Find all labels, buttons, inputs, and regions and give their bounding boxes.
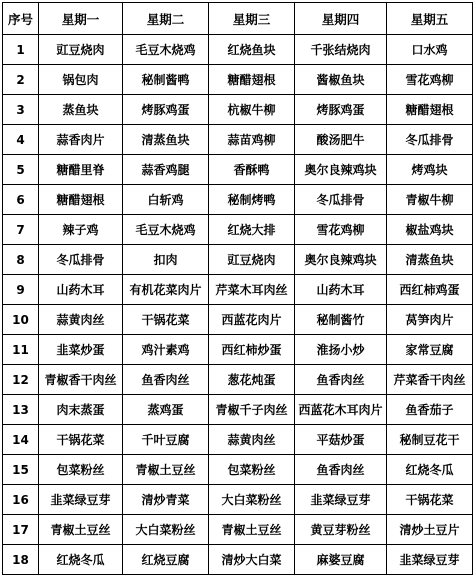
header-monday: 星期一 [39,3,123,35]
cell-thursday: 鱼香肉丝 [295,365,387,395]
cell-tuesday: 大白菜粉丝 [123,515,209,545]
cell-monday: 干锅花菜 [39,425,123,455]
cell-friday: 韭菜绿豆芽 [387,545,473,575]
table-row [3,395,473,425]
cell-index: 7 [3,215,39,245]
cell-thursday: 麻婆豆腐 [295,545,387,575]
table-row [3,455,473,485]
cell-tuesday: 毛豆木烧鸡 [123,35,209,65]
cell-friday: 芹菜香干肉丝 [387,365,473,395]
header-index: 序号 [3,3,39,35]
cell-monday: 糖醋翅根 [39,185,123,215]
cell-friday: 清炒土豆片 [387,515,473,545]
cell-wednesday: 蒜苗鸡柳 [209,125,295,155]
cell-index: 1 [3,35,39,65]
cell-index: 14 [3,425,39,455]
cell-tuesday: 白斩鸡 [123,185,209,215]
cell-monday: 蒜黄肉丝 [39,305,123,335]
table-row [3,425,473,455]
header-wednesday: 星期三 [209,3,295,35]
cell-index: 5 [3,155,39,185]
table-row [3,215,473,245]
cell-friday: 秘制豆花干 [387,425,473,455]
cell-wednesday: 清炒大白菜 [209,545,295,575]
cell-wednesday: 豇豆烧肉 [209,245,295,275]
cell-monday: 肉末蒸蛋 [39,395,123,425]
cell-tuesday: 千叶豆腐 [123,425,209,455]
cell-friday: 雪花鸡柳 [387,65,473,95]
table-row [3,515,473,545]
cell-monday: 韭菜绿豆芽 [39,485,123,515]
table-header [3,3,473,35]
table-row [3,335,473,365]
cell-monday: 红烧冬瓜 [39,545,123,575]
cell-thursday: 烤豚鸡蛋 [295,95,387,125]
cell-friday: 干锅花菜 [387,485,473,515]
cell-wednesday: 葱花炖蛋 [209,365,295,395]
cell-tuesday: 清蒸鱼块 [123,125,209,155]
cell-friday: 清蒸鱼块 [387,245,473,275]
header-row [3,3,473,35]
cell-thursday: 平菇炒蛋 [295,425,387,455]
cell-friday: 口水鸡 [387,35,473,65]
cell-thursday: 鱼香肉丝 [295,455,387,485]
cell-tuesday: 有机花菜肉片 [123,275,209,305]
table-row [3,485,473,515]
cell-monday: 韭菜炒蛋 [39,335,123,365]
cell-friday: 莴笋肉片 [387,305,473,335]
cell-index: 8 [3,245,39,275]
cell-monday: 蒸鱼块 [39,95,123,125]
cell-index: 17 [3,515,39,545]
cell-index: 6 [3,185,39,215]
cell-thursday: 雪花鸡柳 [295,215,387,245]
cell-friday: 冬瓜排骨 [387,125,473,155]
cell-wednesday: 红烧鱼块 [209,35,295,65]
cell-friday: 青椒牛柳 [387,185,473,215]
cell-monday: 冬瓜排骨 [39,245,123,275]
cell-wednesday: 芹菜木耳肉丝 [209,275,295,305]
weekly-menu-table [2,2,473,575]
table-row [3,245,473,275]
cell-index: 2 [3,65,39,95]
cell-index: 16 [3,485,39,515]
cell-monday: 包菜粉丝 [39,455,123,485]
cell-thursday: 黄豆芽粉丝 [295,515,387,545]
cell-thursday: 山药木耳 [295,275,387,305]
cell-friday: 西红柿鸡蛋 [387,275,473,305]
cell-monday: 糖醋里脊 [39,155,123,185]
cell-wednesday: 青椒千子肉丝 [209,395,295,425]
table-row [3,365,473,395]
cell-tuesday: 毛豆木烧鸡 [123,215,209,245]
table-row [3,65,473,95]
cell-index: 18 [3,545,39,575]
cell-wednesday: 西红柿炒蛋 [209,335,295,365]
cell-thursday: 西蓝花木耳肉片 [295,395,387,425]
cell-monday: 蒜香肉片 [39,125,123,155]
cell-thursday: 奥尔良辣鸡块 [295,245,387,275]
table-row [3,95,473,125]
cell-wednesday: 秘制烤鸭 [209,185,295,215]
cell-tuesday: 鸡汁素鸡 [123,335,209,365]
cell-thursday: 韭菜绿豆芽 [295,485,387,515]
table-row [3,125,473,155]
cell-wednesday: 糖醋翅根 [209,65,295,95]
cell-wednesday: 香酥鸭 [209,155,295,185]
cell-thursday: 千张结烧肉 [295,35,387,65]
cell-tuesday: 秘制酱鸭 [123,65,209,95]
header-thursday: 星期四 [295,3,387,35]
cell-monday: 山药木耳 [39,275,123,305]
header-tuesday: 星期二 [123,3,209,35]
table-body [3,35,473,575]
cell-thursday: 冬瓜排骨 [295,185,387,215]
cell-tuesday: 清炒青菜 [123,485,209,515]
cell-tuesday: 鱼香肉丝 [123,365,209,395]
table-row [3,35,473,65]
cell-monday: 锅包肉 [39,65,123,95]
cell-friday: 烤鸡块 [387,155,473,185]
cell-thursday: 淮扬小炒 [295,335,387,365]
cell-monday: 青椒土豆丝 [39,515,123,545]
cell-index: 10 [3,305,39,335]
cell-friday: 红烧冬瓜 [387,455,473,485]
cell-friday: 鱼香茄子 [387,395,473,425]
cell-tuesday: 干锅花菜 [123,305,209,335]
cell-wednesday: 红烧大排 [209,215,295,245]
cell-tuesday: 蒸鸡蛋 [123,395,209,425]
cell-wednesday: 青椒土豆丝 [209,515,295,545]
table-row [3,185,473,215]
cell-thursday: 秘制酱竹 [295,305,387,335]
cell-monday: 青椒香干肉丝 [39,365,123,395]
cell-index: 11 [3,335,39,365]
cell-tuesday: 扣肉 [123,245,209,275]
cell-wednesday: 包菜粉丝 [209,455,295,485]
cell-tuesday: 烤豚鸡蛋 [123,95,209,125]
table-row [3,305,473,335]
table-row [3,275,473,305]
cell-friday: 家常豆腐 [387,335,473,365]
cell-thursday: 奥尔良辣鸡块 [295,155,387,185]
cell-index: 13 [3,395,39,425]
cell-wednesday: 蒜黄肉丝 [209,425,295,455]
cell-thursday: 酱椒鱼块 [295,65,387,95]
header-friday: 星期五 [387,3,473,35]
cell-tuesday: 红烧豆腐 [123,545,209,575]
cell-tuesday: 青椒土豆丝 [123,455,209,485]
cell-index: 3 [3,95,39,125]
cell-wednesday: 大白菜粉丝 [209,485,295,515]
cell-index: 12 [3,365,39,395]
table-row [3,155,473,185]
cell-index: 4 [3,125,39,155]
cell-friday: 糖醋翅根 [387,95,473,125]
cell-tuesday: 蒜香鸡腿 [123,155,209,185]
table-row [3,545,473,575]
cell-wednesday: 西蓝花肉片 [209,305,295,335]
cell-index: 9 [3,275,39,305]
cell-friday: 椒盐鸡块 [387,215,473,245]
cell-monday: 豇豆烧肉 [39,35,123,65]
cell-monday: 辣子鸡 [39,215,123,245]
cell-index: 15 [3,455,39,485]
cell-wednesday: 杭椒牛柳 [209,95,295,125]
cell-thursday: 酸汤肥牛 [295,125,387,155]
